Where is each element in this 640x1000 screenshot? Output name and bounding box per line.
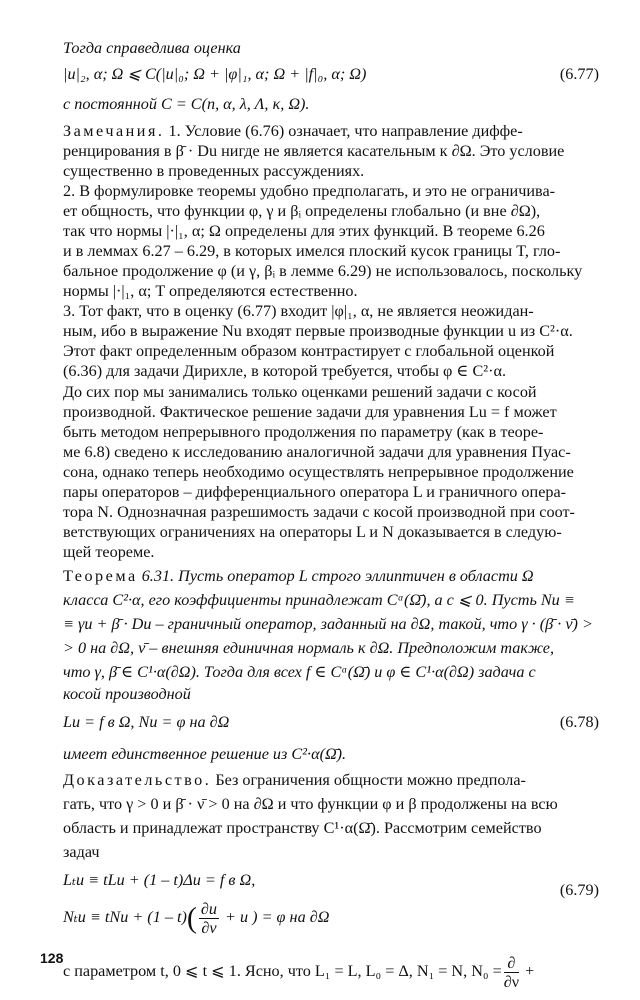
equation-6-77: |u|₂, α; Ω ⩽ C(|u|₀; Ω + |φ|₁, α; Ω + |f|₀, α; Ω) (6.77) [63, 65, 599, 83]
text-line: производной. Фактическое решение задачи для уравнения Lu = f может [63, 403, 557, 421]
text-line: быть методом непрерывного продолжения по параметру (как в теоре- [63, 423, 544, 441]
page-number: 128 [40, 950, 64, 966]
constant-line: с постоянной C = C(n, α, λ, Λ, κ, Ω). [63, 95, 310, 113]
text-line: область и принадлежат пространству C¹·α(Ω̄). Рассмотрим семейство [63, 819, 542, 837]
theorem-conclusion: имеет единственное решение из C²·α(Ω̄). [63, 745, 347, 763]
text-line: пары операторов – дифференциального оператора L и граничного опера- [63, 483, 567, 501]
theorem-text-line: косой производной [63, 685, 191, 703]
equation-number: (6.77) [559, 65, 599, 83]
theorem-text-line: класса C²·α, его коэффициенты принадлежат Cᵅ(Ω̄), а c ⩽ 0. Пусть Nu ≡ [63, 591, 575, 609]
text-line: (6.36) для задачи Дирихле, в которой требуется, чтобы φ ∈ C²·α. [63, 362, 507, 380]
text-line: щей теореме. [63, 543, 155, 561]
text-line: задач [63, 843, 100, 861]
text-line: сона, однако теперь необходимо осуществлять непрерывное продолжение [63, 463, 574, 481]
equation-6-78: Lu = f в Ω, Nu = φ на ∂Ω (6.78) [63, 713, 599, 731]
partial-fraction: $\frac{\partial u}{\partial\nu}$ [200, 900, 217, 937]
text-line: ме 6.8) сведено к исследованию аналогичной задачи для уравнения Пуас- [63, 443, 571, 461]
text-line: бальное продолжение φ (и γ, βᵢ в лемме 6.29) не использовалось, поскольку нормы |·|₁, α; T определяются естественно. [63, 262, 583, 300]
theorem-line: Теорема 6.31. Пусть оператор L строго эллиптичен в области Ω [63, 567, 534, 585]
equation-6-79b: Nₜu ≡ tNu + (1 – t)( $\frac{\partial u}{\partial\nu}$ + u ) = φ на ∂Ω [63, 900, 330, 937]
remarks-heading: Замечания. [63, 122, 165, 140]
theorem-text-line: > 0 на ∂Ω, ν̄ – внешняя единичная нормаль к ∂Ω. Предположим также, [63, 639, 555, 657]
text-line: так что нормы |·|₁, α; Ω определены для этих функций. В теореме 6.26 [63, 222, 545, 240]
text-line: ветствующих ограничениях на операторы L и N доказывается в следую- [63, 523, 562, 541]
text-line: До сих пор мы занимались только оценками решений задачи с косой [63, 383, 537, 401]
text-line: Этот факт определенным образом контрастирует с глобальной оценкой [63, 342, 555, 360]
remarks-line: Замечания. 1. Условие (6.76) означает, что направление диффе- [63, 122, 523, 140]
theorem-text-line: ≡ γu + β̄ · Du – граничный оператор, заданный на ∂Ω, такой, что γ · (β̄ · ν̄) > [63, 615, 593, 633]
equation-number: (6.78) [559, 713, 599, 731]
theorem-text-line: что γ, β̄ ∈ C¹·α(∂Ω). Тогда для всех f ∈ Cᵅ(Ω̄) и φ ∈ C¹·α(∂Ω) задача с [63, 663, 536, 681]
partial-fraction: $\frac{\partial}{\partial\nu}$ [503, 954, 520, 991]
text-line: тора N. Однозначная разрешимость задачи с косой производной при соот- [63, 503, 575, 521]
estimate-intro: Тогда справедлива оценка [63, 39, 241, 57]
text-line: 2. В формулировке теоремы удобно предполагать, и это не ограничива- [63, 182, 556, 200]
text-line: ным, ибо в выражение Nu входят первые производные функции u из C²·α. [63, 322, 573, 340]
text-line: гать, что γ > 0 и β̄ · ν̄ > 0 на ∂Ω и что функции φ и β продолжены на всю [63, 795, 558, 813]
text-line: существенно в проведенных рассуждениях. [63, 162, 365, 180]
book-page: Тогда справедлива оценка |u|₂, α; Ω ⩽ C(|u|₀; Ω + |φ|₁, α; Ω + |f|₀, α; Ω) (6.77) с постоянной C = C(n, α, λ, Λ, κ, Ω). Замечания. 1. Условие (6.76) означает, что направление диффе- ренцирования в β̄ · Du нигде не является касательным к ∂Ω. Это условие существенно в проведенных рассуждениях. 2. В формулировке теоремы удобно предполагать, и это не ограничива- ет общность, что функции φ, γ и βᵢ определены глобально (и вне ∂Ω), так что нормы |·|₁, α; Ω определены для этих функций. В теореме 6.26 и в леммах 6.27 – 6.29, в которых имелся плоский кусок границы T, гло- бальное продолжение φ (и γ, βᵢ в лемме 6.29) не использовалось, поскольку нормы |·|₁, α; T определяются естественно. 3. Тот факт, что в оценку (6.77) входит |φ|₁, α, не является неожидан- ным, ибо в выражение Nu входят первые производные функции u из C²·α. Этот факт определенным образом контрастирует с глобальной оценкой (6.36) для задачи Дирихле, в которой требуется, чтобы φ ∈ C²·α. До сих пор мы занимались только оценками решений задачи с косой производной. Фактическое решение задачи для уравнения Lu = f может быть методом непрерывного продолжения по параметру (как в теоре- ме 6.8) сведено к исследованию аналогичной задачи для уравнения Пуас- сона, однако теперь необходимо осуществлять непрерывное продолжение пары операторов – дифференциального оператора L и граничного опера- тора N. Однозначная разрешимость задачи с косой производной при соот- ветствующих ограничениях на операторы L и N доказывается в следую- щей теореме. Теорема 6.31. Пусть оператор L строго эллиптичен в области Ω класса C²·α, его коэффициенты принадлежат Cᵅ(Ω̄), а c ⩽ 0. Пусть Nu ≡ ≡ γu + β̄ · Du – граничный оператор, заданный на ∂Ω, такой, что γ · (β̄ · ν̄) > > 0 на ∂Ω, ν̄ – внешняя единичная нормаль к ∂Ω. Предположим также, что γ, β̄ ∈ C¹·α(∂Ω). Тогда для всех f ∈ Cᵅ(Ω̄) и φ ∈ C¹·α(∂Ω) задача с косой производной Lu = f в Ω, Nu = φ на ∂Ω (6.78) имеет единственное решение из C²·α(Ω̄). Доказательство. Без ограничения общности можно предпола- гать, что γ > 0 и β̄ · ν̄ > 0 на ∂Ω и что функции φ и β продолжены на всю область и принадлежат пространству C¹·α(Ω̄). Рассмотрим семейство задач Lₜu ≡ tLu + (1 – t)Δu = f в Ω, Nₜu ≡ tNu + (1 – t)( $\frac{\partial u}{\partial\nu}$ + u ) = φ на ∂Ω (6.79) с параметром t, 0 ⩽ t ⩽ 1. Ясно, что L₁ = L, L₀ = Δ, N₁ = N, N₀ = $\frac{\partial}{\partial\nu}$ + 128 [0, 0, 640, 1000]
text-line: ренцирования в β̄ · Du нигде не является касательным к ∂Ω. Это условие [63, 142, 565, 160]
text-line: 3. Тот факт, что в оценку (6.77) входит |φ|₁, α, не является неожидан- [63, 302, 534, 320]
closing-line: с параметром t, 0 ⩽ t ⩽ 1. Ясно, что L₁ = L, L₀ = Δ, N₁ = N, N₀ = $\frac{\partial}{\partial\nu}$ + [63, 954, 535, 991]
text-line: ет общность, что функции φ, γ и βᵢ определены глобально (и вне ∂Ω), [63, 202, 541, 220]
proof-line: Доказательство. Без ограничения общности можно предпола- [63, 771, 526, 789]
proof-heading: Доказательство. [63, 771, 212, 789]
equation-6-79a: Lₜu ≡ tLu + (1 – t)Δu = f в Ω, [63, 871, 256, 889]
theorem-heading: Теорема [63, 567, 138, 585]
text-line: и в леммах 6.27 – 6.29, в которых имелся плоский кусок границы T, гло- [63, 242, 561, 260]
